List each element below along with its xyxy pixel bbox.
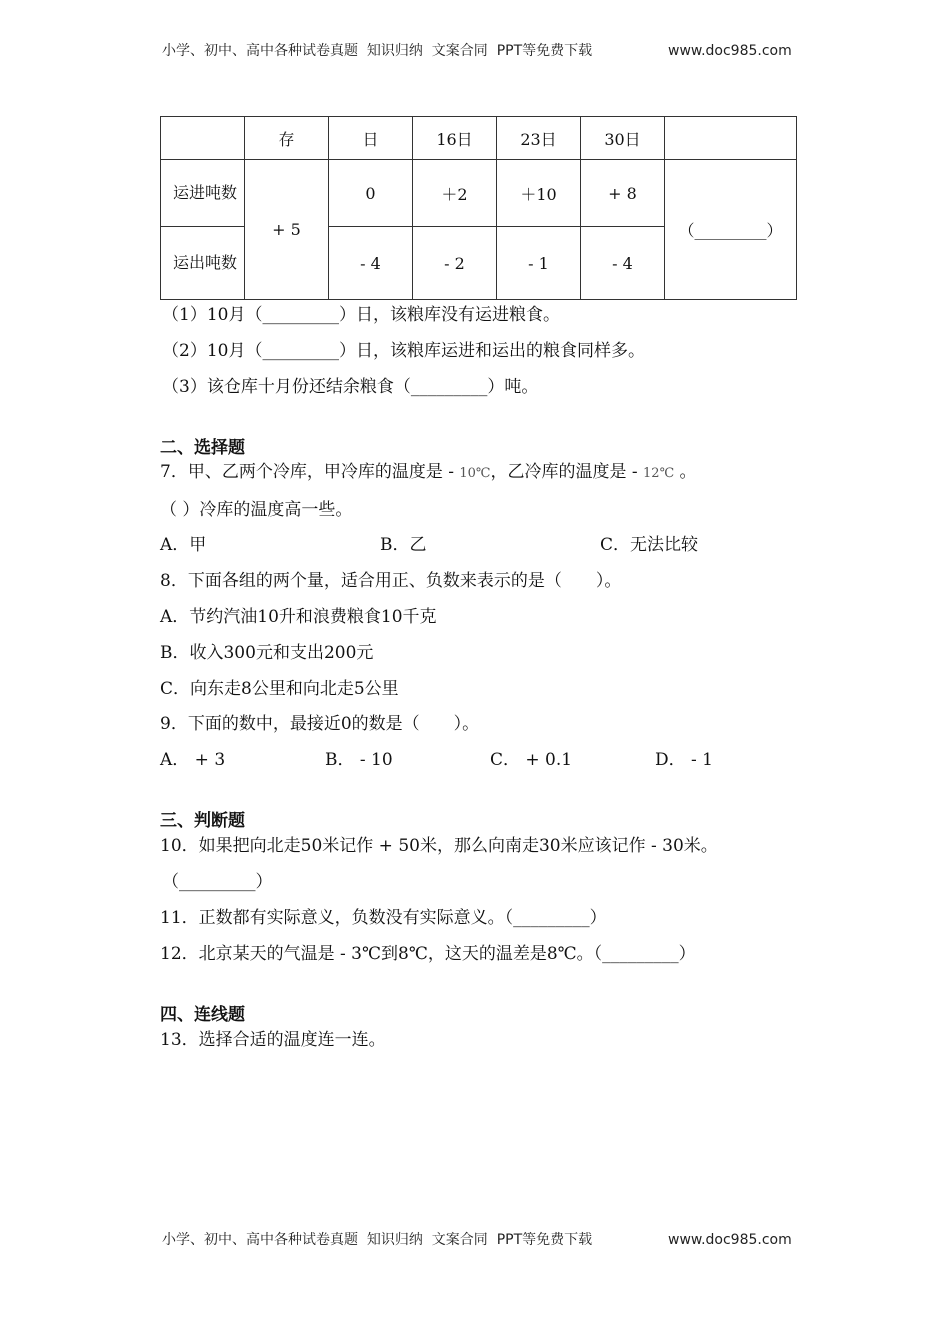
answer-blank[interactable]: （_________） (162, 872, 273, 892)
answer-blank[interactable]: （_________） (665, 160, 797, 300)
q12-stem: 12．北京某天的气温是 - 3℃到8℃，这天的温差是8℃。（_________） (160, 944, 696, 964)
option[interactable]: C．无法比较 (600, 535, 699, 555)
table-header: 存 (245, 117, 329, 160)
header-text: 小学、初中、高中各种试卷真题 知识归纳 文案合同 PPT等免费下载 (162, 43, 593, 59)
table-header (665, 117, 797, 160)
option[interactable]: C．向东走8公里和向北走5公里 (160, 679, 399, 699)
row-label-out: 运出吨数 (161, 227, 245, 300)
table-header: 30日 (581, 117, 665, 160)
q9-stem: 9．下面的数中，最接近0的数是（ ）。 (160, 714, 480, 734)
table-header: 日 (329, 117, 413, 160)
option[interactable]: B． - 10 (325, 750, 393, 770)
q6-part1: （1）10月（_________）日，该粮库没有运进粮食。 (162, 305, 560, 325)
table-header (161, 117, 245, 160)
q7-temp2: 12℃ (643, 466, 675, 481)
option[interactable]: C． + 0.1 (490, 750, 573, 770)
section-title: 二、选择题 (160, 438, 245, 458)
option[interactable]: A． + 3 (160, 750, 226, 770)
table-cell: + 8 (581, 160, 665, 227)
option[interactable]: A．节约汽油10升和浪费粮食10千克 (160, 607, 437, 627)
table-cell: - 4 (329, 227, 413, 300)
header-link[interactable]: www.doc985.com (668, 43, 792, 59)
table-cell: 0 (329, 160, 413, 227)
q11-stem: 11．正数都有实际意义，负数没有实际意义。（_________） (160, 908, 607, 928)
option[interactable]: A．甲 (160, 535, 207, 555)
option[interactable]: B．乙 (380, 535, 427, 555)
q7-text: 。 (674, 462, 697, 482)
table-header: 16日 (413, 117, 497, 160)
option[interactable]: B．收入300元和支出200元 (160, 643, 374, 663)
q10-stem: 10．如果把向北走50米记作 + 50米，那么向南走30米应该记作 - 30米。 (160, 836, 718, 856)
table-cell: - 4 (581, 227, 665, 300)
q7-text: ，乙冷库的温度是 - (490, 462, 644, 482)
q7-temp1: 10℃ (459, 466, 491, 481)
stock-cell: + 5 (245, 160, 329, 300)
table-cell: - 1 (497, 227, 581, 300)
q8-stem: 8．下面各组的两个量，适合用正、负数来表示的是（ ）。 (160, 571, 622, 591)
table-header: 23日 (497, 117, 581, 160)
q7-text: 7．甲、乙两个冷库，甲冷库的温度是 - (160, 462, 460, 482)
table-cell: - 2 (413, 227, 497, 300)
q6-part2: （2）10月（_________）日，该粮库运进和运出的粮食同样多。 (162, 341, 645, 361)
row-label-in: 运进吨数 (161, 160, 245, 227)
q7-line2: （ ）冷库的温度高一些。 (160, 500, 353, 520)
option[interactable]: D． - 1 (655, 750, 713, 770)
q13-stem: 13．选择合适的温度连一连。 (160, 1030, 386, 1050)
table-cell: ＋10 (497, 160, 581, 227)
section-title: 四、连线题 (160, 1005, 245, 1025)
q7-stem (160, 462, 697, 484)
section-title: 三、判断题 (160, 811, 245, 831)
table-cell: ＋2 (413, 160, 497, 227)
footer-text: 小学、初中、高中各种试卷真题 知识归纳 文案合同 PPT等免费下载 (162, 1232, 593, 1248)
footer-link[interactable]: www.doc985.com (668, 1232, 792, 1248)
q6-part3: （3）该仓库十月份还结余粮食（_________）吨。 (162, 377, 539, 397)
grain-table (160, 116, 797, 300)
